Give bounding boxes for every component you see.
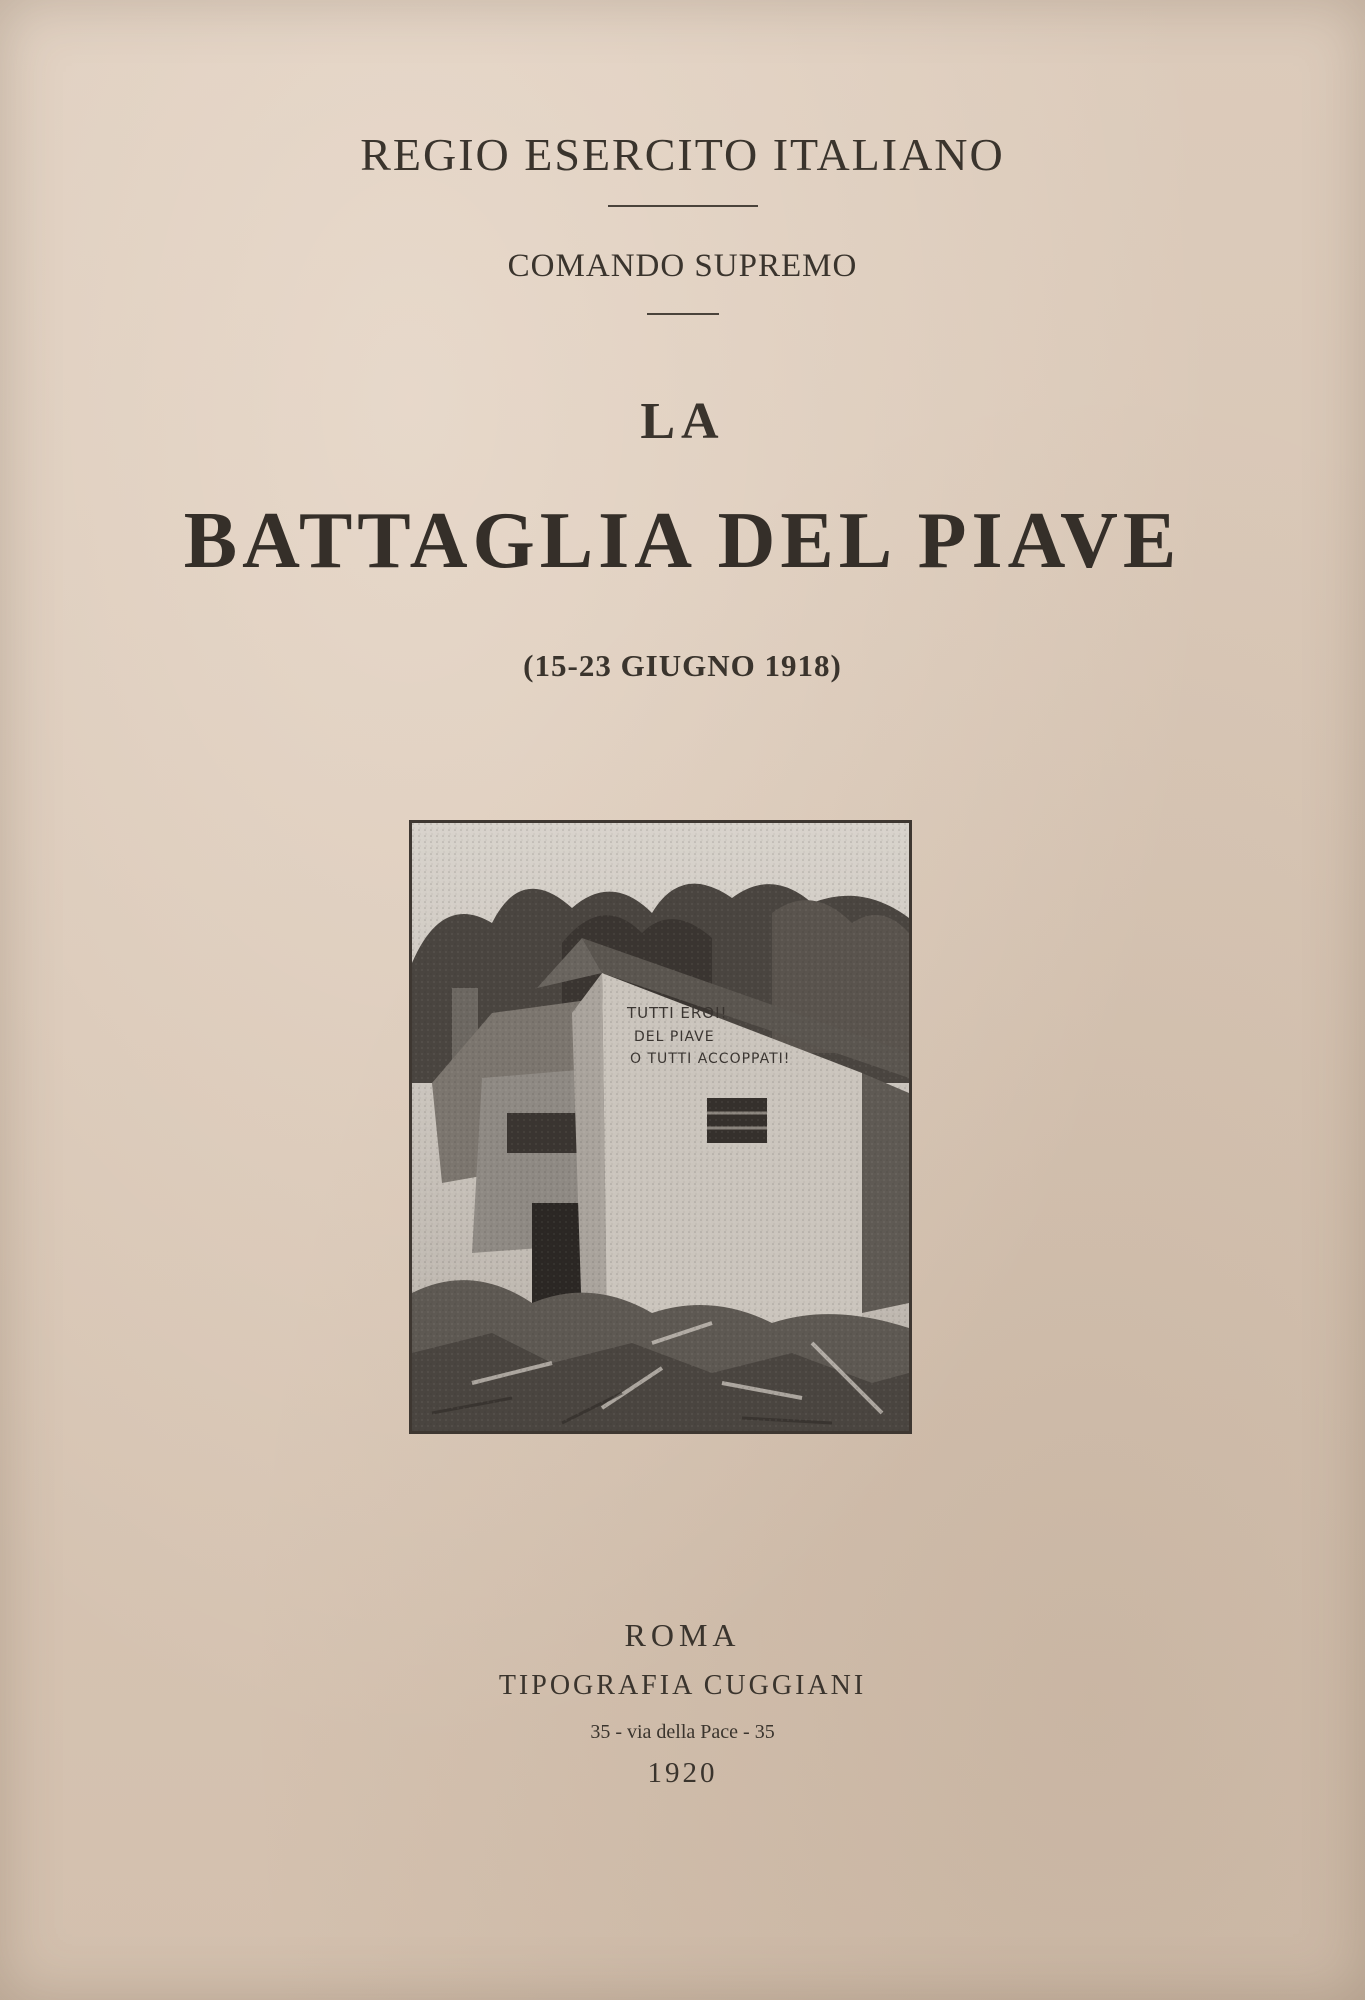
ruined-house-photo (412, 823, 909, 1431)
title-article: LA (640, 393, 725, 450)
cover-photograph (409, 820, 912, 1434)
printer-address: 35 - via della Pace - 35 (590, 1721, 775, 1743)
army-heading: REGIO ESERCITO ITALIANO (360, 129, 1005, 180)
divider-rule-short (647, 313, 719, 315)
command-heading: COMANDO SUPREMO (507, 248, 858, 284)
divider-rule (608, 205, 758, 207)
printer-name: TIPOGRAFIA CUGGIANI (498, 1670, 867, 1701)
book-title: BATTAGLIA DEL PIAVE (183, 497, 1182, 585)
battle-dates: (15-23 GIUGNO 1918) (523, 648, 842, 683)
publication-year: 1920 (647, 1757, 718, 1789)
publication-city: ROMA (624, 1617, 741, 1653)
